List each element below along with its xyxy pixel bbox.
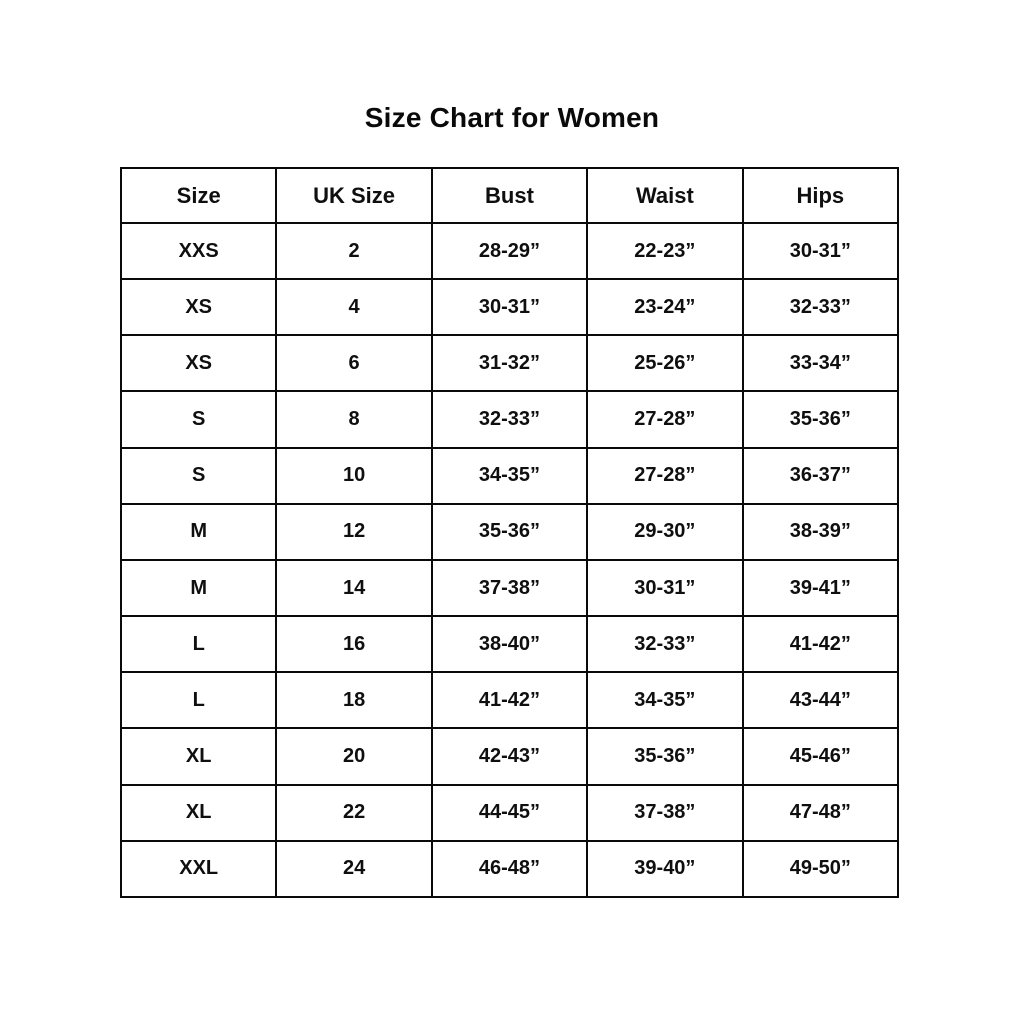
table-cell: 6 — [276, 335, 431, 391]
table-cell: 14 — [276, 560, 431, 616]
table-row — [121, 223, 898, 279]
table-row — [121, 616, 898, 672]
table-cell: XXL — [121, 841, 276, 897]
table-cell: XS — [121, 279, 276, 335]
table-cell: 37-38” — [432, 560, 587, 616]
table-cell: 31-32” — [432, 335, 587, 391]
table-cell: 29-30” — [587, 504, 742, 560]
table-cell: 32-33” — [587, 616, 742, 672]
table-header-row — [121, 168, 898, 223]
table-row — [121, 841, 898, 897]
table-row — [121, 391, 898, 447]
table-cell: 30-31” — [743, 223, 898, 279]
table-cell: XL — [121, 728, 276, 784]
table-cell: 12 — [276, 504, 431, 560]
table-cell: 44-45” — [432, 785, 587, 841]
table-cell: 45-46” — [743, 728, 898, 784]
table-row — [121, 728, 898, 784]
table-row — [121, 279, 898, 335]
column-header-size: Size — [121, 168, 276, 223]
table-cell: XXS — [121, 223, 276, 279]
table-cell: 23-24” — [587, 279, 742, 335]
table-row — [121, 672, 898, 728]
table-cell: 36-37” — [743, 448, 898, 504]
table-row — [121, 785, 898, 841]
table-cell: 38-39” — [743, 504, 898, 560]
table-cell: 39-41” — [743, 560, 898, 616]
table-row — [121, 504, 898, 560]
table-cell: L — [121, 616, 276, 672]
table-cell: XL — [121, 785, 276, 841]
table-row — [121, 448, 898, 504]
table-cell: 41-42” — [432, 672, 587, 728]
table-cell: 30-31” — [432, 279, 587, 335]
table-cell: 20 — [276, 728, 431, 784]
table-cell: 27-28” — [587, 391, 742, 447]
table-cell: 38-40” — [432, 616, 587, 672]
table-cell: 35-36” — [743, 391, 898, 447]
table-cell: 33-34” — [743, 335, 898, 391]
table-cell: 41-42” — [743, 616, 898, 672]
table-cell: 34-35” — [432, 448, 587, 504]
table-cell: 43-44” — [743, 672, 898, 728]
table-cell: 27-28” — [587, 448, 742, 504]
table-row — [121, 335, 898, 391]
table-row — [121, 560, 898, 616]
table-cell: 32-33” — [743, 279, 898, 335]
column-header-uk-size: UK Size — [276, 168, 431, 223]
page-title: Size Chart for Women — [364, 102, 660, 133]
size-chart-table — [120, 167, 899, 898]
table-cell: 8 — [276, 391, 431, 447]
table-cell: 34-35” — [587, 672, 742, 728]
table-cell: M — [121, 560, 276, 616]
table-cell: 2 — [276, 223, 431, 279]
table-cell: 47-48” — [743, 785, 898, 841]
table-cell: 28-29” — [432, 223, 587, 279]
column-header-hips: Hips — [743, 168, 898, 223]
table-cell: 35-36” — [432, 504, 587, 560]
table-cell: 22 — [276, 785, 431, 841]
table-cell: 35-36” — [587, 728, 742, 784]
column-header-bust: Bust — [432, 168, 587, 223]
table-cell: 16 — [276, 616, 431, 672]
table-cell: 39-40” — [587, 841, 742, 897]
table-cell: 25-26” — [587, 335, 742, 391]
column-header-waist: Waist — [587, 168, 742, 223]
table-cell: 46-48” — [432, 841, 587, 897]
table-cell: 42-43” — [432, 728, 587, 784]
table-cell: S — [121, 448, 276, 504]
table-cell: 37-38” — [587, 785, 742, 841]
table-cell: M — [121, 504, 276, 560]
table-cell: 22-23” — [587, 223, 742, 279]
table-cell: 32-33” — [432, 391, 587, 447]
table-cell: L — [121, 672, 276, 728]
table-cell: S — [121, 391, 276, 447]
table-cell: 4 — [276, 279, 431, 335]
table-cell: XS — [121, 335, 276, 391]
table-cell: 18 — [276, 672, 431, 728]
table-cell: 24 — [276, 841, 431, 897]
table-cell: 30-31” — [587, 560, 742, 616]
table-cell: 10 — [276, 448, 431, 504]
table-cell: 49-50” — [743, 841, 898, 897]
